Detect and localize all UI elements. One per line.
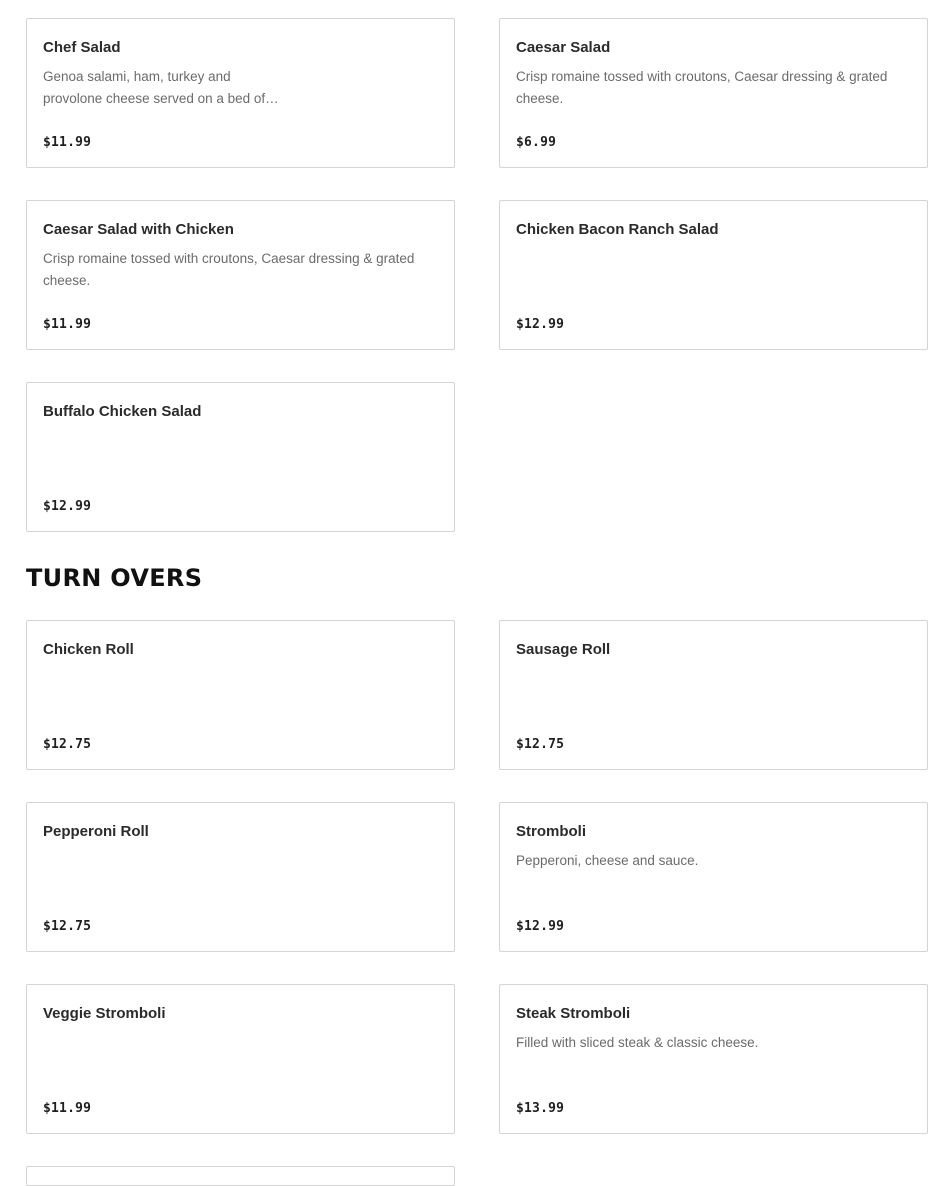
- menu-item-price: $12.75: [43, 919, 92, 934]
- menu-item-price: $11.99: [43, 317, 92, 332]
- menu-item-card[interactable]: [499, 200, 928, 350]
- menu-item-card[interactable]: [26, 382, 455, 532]
- menu-item-name: Pepperoni Roll: [43, 823, 149, 840]
- menu-item-price: $11.99: [43, 135, 92, 150]
- menu-item-name: Sausage Roll: [516, 641, 611, 658]
- turnovers-grid: [26, 620, 928, 1134]
- menu-item-price: $13.99: [516, 1101, 565, 1116]
- menu-item-price: $12.75: [43, 737, 92, 752]
- section-title-turnovers: TURN OVERS: [26, 564, 203, 592]
- menu-item-name: Chicken Bacon Ranch Salad: [516, 221, 719, 238]
- menu-item-price: $12.99: [516, 919, 565, 934]
- menu-item-name: Caesar Salad: [516, 39, 611, 56]
- menu-item-name: Steak Stromboli: [516, 1005, 631, 1022]
- salads-grid: [26, 18, 928, 532]
- menu-item-description: Crisp romaine tossed with croutons, Caesar dressing & grated cheese.: [516, 69, 888, 106]
- menu-item-card[interactable]: [26, 802, 455, 952]
- menu-item-price: $6.99: [516, 135, 557, 150]
- menu-item-price: $12.99: [516, 317, 565, 332]
- menu-item-card[interactable]: [499, 18, 928, 168]
- menu-item-price: $11.99: [43, 1101, 92, 1116]
- menu-item-card[interactable]: [499, 984, 928, 1134]
- menu-item-card[interactable]: [26, 18, 455, 168]
- menu-item-price: $12.75: [516, 737, 565, 752]
- menu-item-card[interactable]: [26, 200, 455, 350]
- menu-item-name: Veggie Stromboli: [43, 1005, 166, 1022]
- menu-item-name: Chicken Roll: [43, 641, 134, 658]
- menu-item-card[interactable]: [26, 984, 455, 1134]
- menu-item-description: Genoa salami, ham, turkey and provolone cheese served on a bed of…: [43, 69, 279, 106]
- menu-item-price: $12.99: [43, 499, 92, 514]
- menu-item-name: Caesar Salad with Chicken: [43, 221, 234, 238]
- menu-item-card[interactable]: [26, 620, 455, 770]
- menu-item-description: Crisp romaine tossed with croutons, Caesar dressing & grated cheese.: [43, 251, 415, 288]
- menu-item-card[interactable]: [499, 802, 928, 952]
- menu-item-card[interactable]: [499, 620, 928, 770]
- menu-item-card-partial[interactable]: [26, 1166, 455, 1186]
- menu-item-description: Pepperoni, cheese and sauce.: [516, 853, 699, 868]
- menu-item-name: Stromboli: [516, 823, 586, 840]
- menu-item-name: Buffalo Chicken Salad: [43, 403, 202, 420]
- menu-item-description: Filled with sliced steak & classic cheese.: [516, 1035, 759, 1050]
- menu-item-name: Chef Salad: [43, 39, 121, 56]
